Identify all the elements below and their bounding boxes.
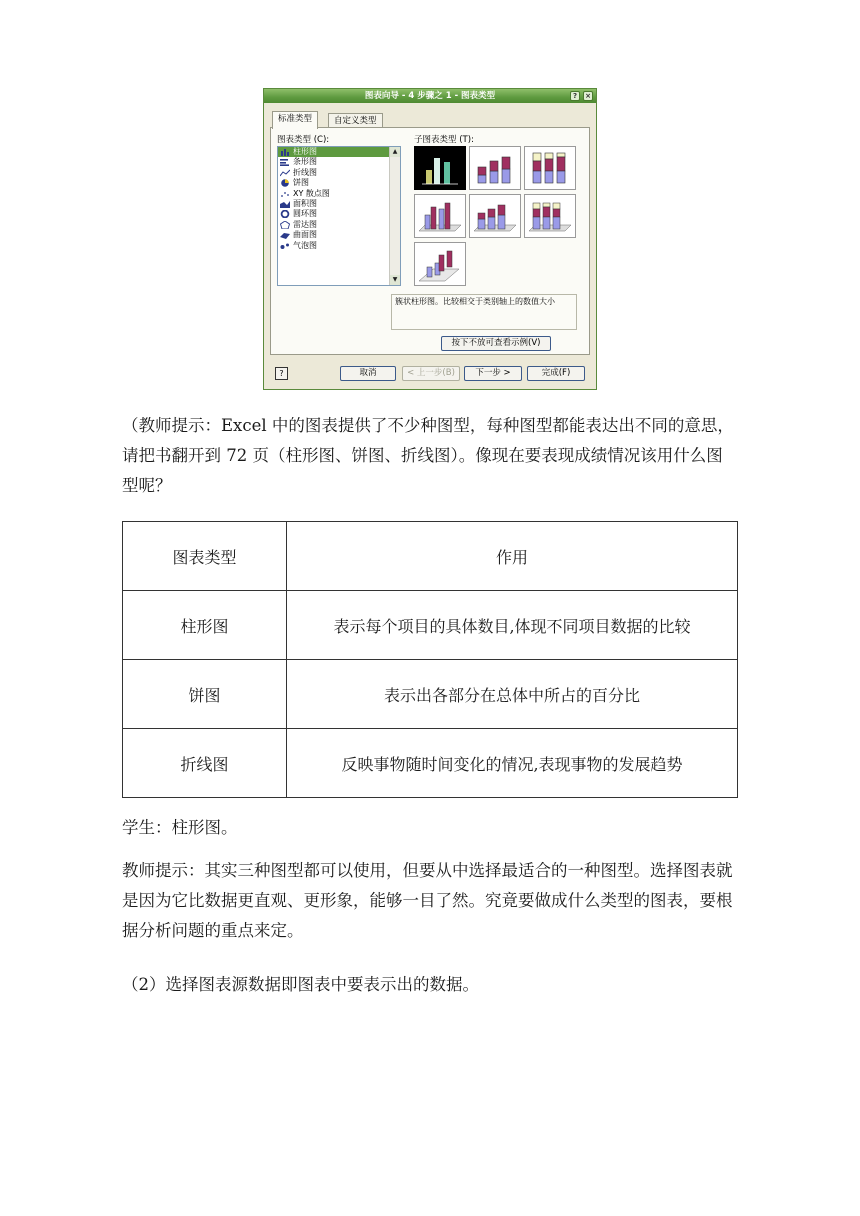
chart-type-label-text: XY 散点图 xyxy=(293,188,330,198)
tab-panel xyxy=(270,127,590,355)
subtype-3d-100-stacked-column[interactable] xyxy=(524,194,576,238)
chart-type-label: 图表类型 (C): xyxy=(277,135,330,145)
doughnut-chart-icon xyxy=(280,210,290,218)
chart-type-item[interactable] xyxy=(278,168,400,178)
help-title-icon[interactable]: ? xyxy=(570,91,580,101)
back-button[interactable]: < 上一步(B) xyxy=(402,366,460,381)
surface-chart-icon xyxy=(280,231,290,239)
chart-type-list[interactable] xyxy=(277,146,401,286)
subtype-3d-clustered-column[interactable] xyxy=(414,194,466,238)
subtype-stacked-column[interactable] xyxy=(469,146,521,190)
subtype-3d-column[interactable] xyxy=(414,242,466,286)
subtype-3d-stacked-column[interactable] xyxy=(469,194,521,238)
area-chart-icon xyxy=(280,200,290,208)
chart-type-table xyxy=(122,521,738,798)
subtype-description: 簇状柱形图。比较相交于类别轴上的数值大小 xyxy=(391,294,577,330)
chart-type-label-text: 饼图 xyxy=(293,178,309,188)
chart-type-item[interactable] xyxy=(278,209,400,219)
table-header-cell: 作用 xyxy=(287,522,738,591)
chart-type-item[interactable] xyxy=(278,230,400,240)
scroll-down-icon[interactable]: ▼ xyxy=(390,275,400,285)
student-answer: 学生：柱形图。 xyxy=(122,818,238,837)
table-cell: 表示每个项目的具体数目,体现不同项目数据的比较 xyxy=(287,591,738,660)
table-cell: 折线图 xyxy=(123,729,287,798)
chart-type-item[interactable] xyxy=(278,220,400,230)
chart-type-item[interactable] xyxy=(278,147,390,157)
table-header-cell: 图表类型 xyxy=(123,522,287,591)
next-button[interactable]: 下一步 > xyxy=(464,366,522,381)
table-cell: 表示出各部分在总体中所占的百分比 xyxy=(287,660,738,729)
table-row xyxy=(123,591,738,660)
chart-type-label-text: 柱形图 xyxy=(293,147,317,156)
close-icon[interactable]: × xyxy=(583,91,593,101)
step-2-heading: （2）选择图表源数据即图表中要表示出的数据。 xyxy=(122,975,479,994)
teacher-hint-paragraph: （教师提示：Excel 中的图表提供了不少种图型，每种图型都能表达出不同的意思，请把书翻开到 72 页（柱形图、饼图、折线图）。像现在要表现成绩情况该用什么图型呢？ xyxy=(122,416,734,495)
chart-type-label-text: 雷达图 xyxy=(293,219,317,229)
line-chart-icon xyxy=(280,169,290,177)
chart-type-item[interactable] xyxy=(278,199,400,209)
cancel-button[interactable]: 取消 xyxy=(340,366,396,381)
preview-sample-button[interactable]: 按下不放可查看示例(V) xyxy=(441,336,551,351)
chart-type-label-text: 折线图 xyxy=(293,167,317,177)
scatter-chart-icon xyxy=(280,190,290,198)
tab-custom-types[interactable]: 自定义类型 xyxy=(328,113,383,128)
chart-type-item[interactable] xyxy=(278,189,400,199)
chart-type-item[interactable] xyxy=(278,157,400,167)
subtype-100-stacked-column[interactable] xyxy=(524,146,576,190)
subtype-label: 子图表类型 (T): xyxy=(414,135,474,145)
table-row xyxy=(123,660,738,729)
scroll-up-icon[interactable]: ▲ xyxy=(390,147,400,157)
chart-type-item[interactable] xyxy=(278,178,400,188)
teacher-hint-2: 教师提示：其实三种图型都可以使用，但要从中选择最适合的一种图型。选择图表就是因为它比数据更直观、更形象，能够一目了然。究竟要做成什么类型的图表，要根据分析问题的重点来定。 xyxy=(122,861,733,940)
table-cell: 柱形图 xyxy=(123,591,287,660)
table-cell: 饼图 xyxy=(123,660,287,729)
column-chart-icon xyxy=(280,148,290,156)
table-row xyxy=(123,729,738,798)
table-header-row xyxy=(123,522,738,591)
bar-chart-icon xyxy=(280,158,290,166)
dialog-titlebar xyxy=(264,89,596,103)
radar-chart-icon xyxy=(280,221,290,229)
chart-type-label-text: 面积图 xyxy=(293,198,317,208)
chart-type-item[interactable] xyxy=(278,241,400,251)
dialog-title: 图表向导 - 4 步骤之 1 - 图表类型 xyxy=(364,91,496,101)
pie-chart-icon xyxy=(280,179,290,187)
subtype-clustered-column[interactable] xyxy=(414,146,466,190)
chart-type-label-text: 圆环图 xyxy=(293,209,317,219)
finish-button[interactable]: 完成(F) xyxy=(527,366,585,381)
chart-type-label-text: 气泡图 xyxy=(293,240,317,250)
chart-type-label-text: 条形图 xyxy=(293,157,317,167)
bubble-chart-icon xyxy=(280,242,290,250)
table-cell: 反映事物随时间变化的情况,表现事物的发展趋势 xyxy=(287,729,738,798)
tab-standard-types[interactable]: 标准类型 xyxy=(272,111,318,129)
chart-wizard-dialog xyxy=(263,88,597,390)
list-scrollbar[interactable] xyxy=(389,147,400,285)
chart-type-label-text: 曲面图 xyxy=(293,230,317,240)
help-icon[interactable]: ? xyxy=(275,367,288,380)
